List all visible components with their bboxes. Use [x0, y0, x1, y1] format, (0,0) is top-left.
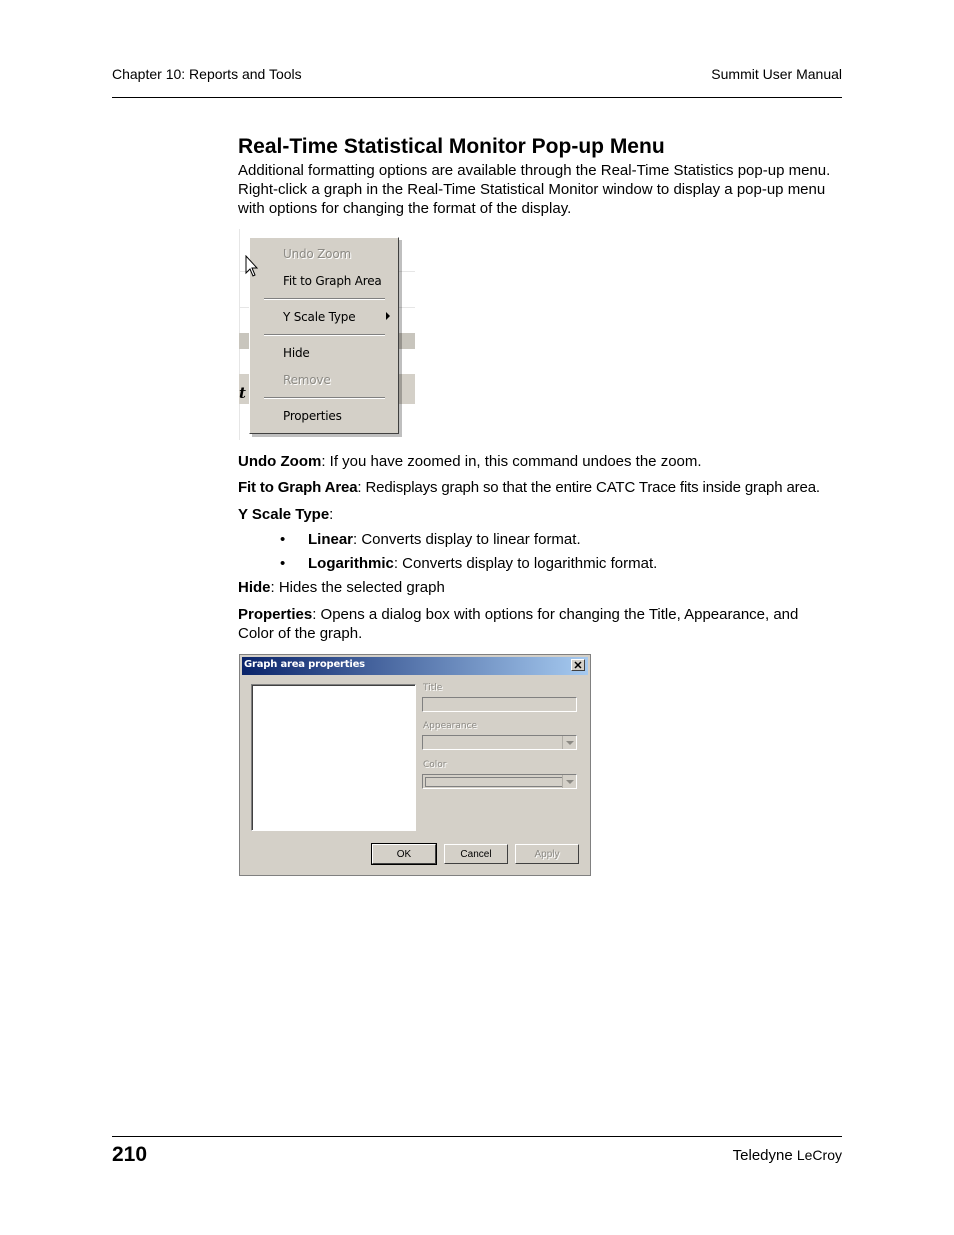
brand-main: Teledyne: [732, 1147, 797, 1164]
menu-item-fit-to-graph-area[interactable]: Fit to Graph Area: [283, 274, 382, 288]
desc-undo-zoom: [238, 452, 848, 471]
submenu-arrow-icon: [386, 312, 390, 320]
mouse-pointer-icon: [245, 255, 259, 279]
page-number: 210: [112, 1143, 148, 1166]
cancel-button[interactable]: Cancel: [444, 844, 508, 864]
brand-small: LeCroy: [796, 1147, 842, 1163]
background-glyph: t: [239, 384, 246, 402]
footer-rule: [112, 1136, 842, 1137]
text-logarithmic: : Converts display to logarithmic format.: [393, 555, 658, 572]
term-logarithmic: Logarithmic: [308, 555, 394, 572]
menu-separator: [264, 298, 385, 300]
desc-y-scale-type: [238, 505, 848, 524]
chevron-down-icon[interactable]: [562, 736, 576, 749]
header-chapter: Chapter 10: Reports and Tools: [112, 66, 302, 82]
color-label: Color: [423, 760, 447, 770]
menu-item-y-scale-type[interactable]: Y Scale Type: [283, 310, 356, 324]
text-y-scale-type: :: [329, 506, 334, 523]
dialog-title: Graph area properties: [244, 659, 365, 670]
close-icon[interactable]: ✕: [571, 659, 585, 671]
y-scale-options-list: [280, 530, 657, 578]
title-input[interactable]: [422, 697, 577, 712]
popup-menu-screenshot: [239, 229, 415, 440]
header-rule: [112, 97, 842, 98]
menu-separator: [264, 334, 385, 336]
text-undo-zoom: : If you have zoomed in, this command undoes the zoom.: [321, 453, 702, 470]
term-linear: Linear: [308, 531, 354, 548]
bullet: •: [280, 555, 286, 572]
desc-properties: [238, 605, 838, 643]
term-fit-to-graph-area: Fit to Graph Area: [238, 479, 358, 496]
dialog-titlebar: [242, 657, 588, 675]
text-properties: : Opens a dialog box with options for changing the Title, Appearance, and Color of the graph.: [238, 606, 799, 642]
menu-separator: [264, 397, 385, 399]
text-hide: : Hides the selected graph: [270, 579, 445, 596]
chevron-down-icon[interactable]: [562, 775, 576, 788]
desc-fit-to-graph-area: [238, 478, 858, 497]
bullet: •: [280, 531, 286, 548]
ok-button[interactable]: OK: [372, 844, 436, 864]
text-fit-to-graph-area: : Redisplays graph so that the entire CATC Trace fits inside graph area.: [357, 479, 820, 496]
appearance-label: Appearance: [423, 721, 478, 731]
menu-item-remove[interactable]: Remove: [283, 373, 331, 387]
menu-item-undo-zoom[interactable]: Undo Zoom: [283, 247, 351, 261]
footer-brand: [733, 1147, 842, 1164]
list-item-logarithmic: [280, 554, 657, 578]
term-y-scale-type: Y Scale Type: [238, 506, 330, 523]
intro-paragraph: Additional formatting options are available through the Real-Time Statistics pop-up menu. Right-click a graph in the Real-Time Statistical Monitor window to display a pop-up menu with options for changing the format of the display.: [238, 162, 831, 217]
title-label: Title: [423, 683, 443, 693]
header-manual-title: Summit User Manual: [711, 66, 842, 82]
term-hide: Hide: [238, 579, 271, 596]
term-undo-zoom: Undo Zoom: [238, 453, 322, 470]
desc-hide: [238, 578, 848, 597]
appearance-select[interactable]: [422, 735, 577, 750]
color-select[interactable]: [422, 774, 577, 789]
menu-item-hide[interactable]: Hide: [283, 346, 310, 360]
graph-area-properties-dialog: [239, 654, 591, 876]
list-item-linear: [280, 530, 657, 554]
term-properties: Properties: [238, 606, 313, 623]
graph-list-box[interactable]: [251, 684, 416, 831]
apply-button[interactable]: Apply: [515, 844, 579, 864]
color-swatch: [425, 777, 564, 787]
context-menu: [249, 237, 399, 434]
text-linear: : Converts display to linear format.: [353, 531, 581, 548]
section-title: Real-Time Statistical Monitor Pop-up Menu: [238, 135, 665, 158]
menu-item-properties[interactable]: Properties: [283, 409, 342, 423]
